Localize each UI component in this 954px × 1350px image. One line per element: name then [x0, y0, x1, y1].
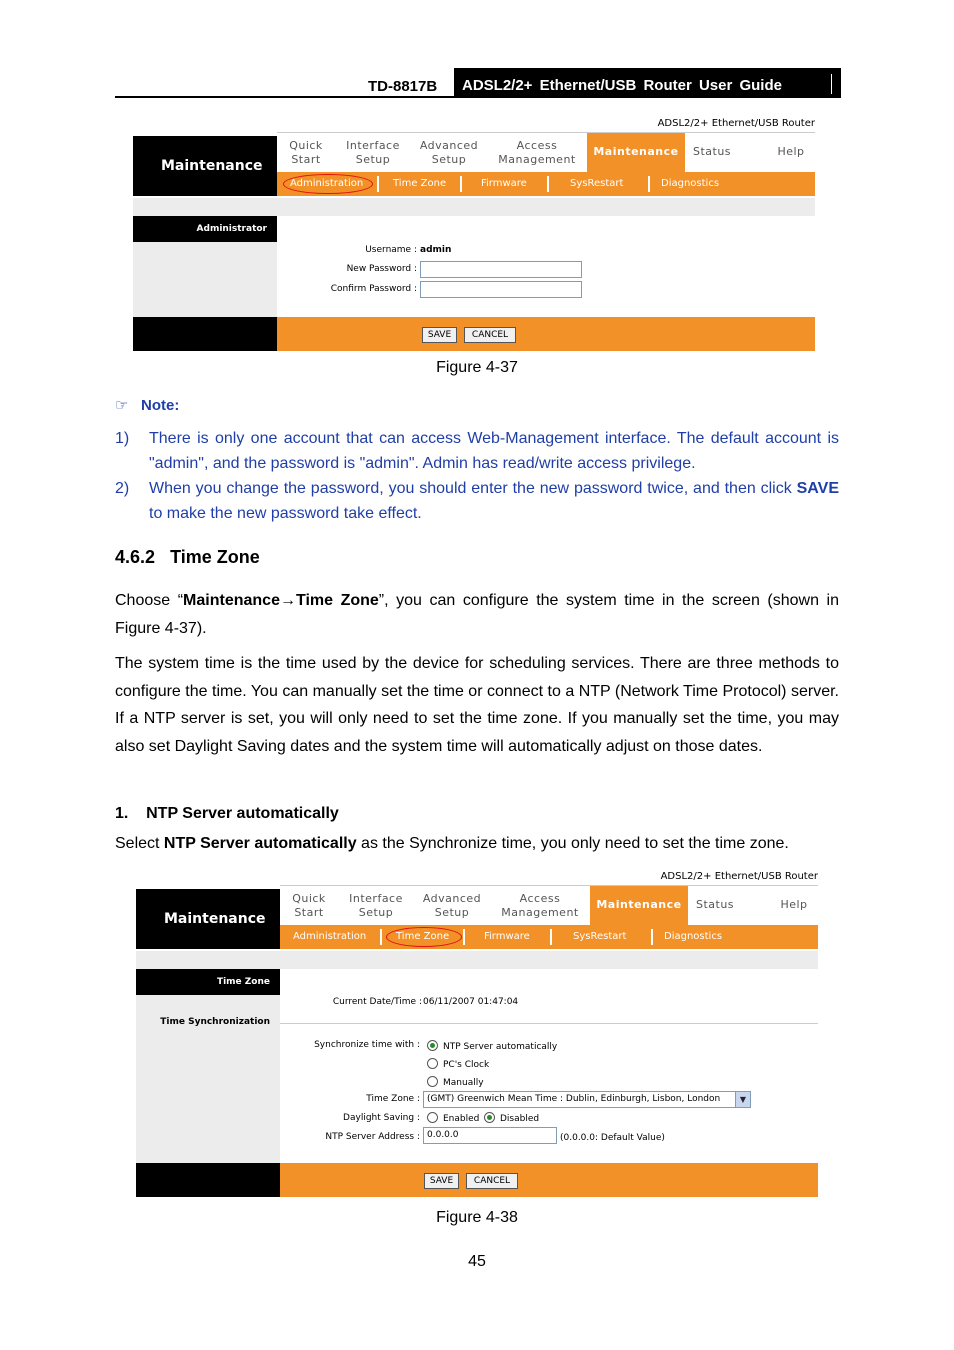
option-enabled: Enabled: [443, 1114, 480, 1124]
username-label: Username :: [365, 245, 417, 255]
router-sub-nav: [280, 925, 818, 949]
nav-interface-setup[interactable]: Interface Setup: [346, 139, 400, 166]
option-pc-clock: PC's Clock: [443, 1060, 490, 1070]
section-administrator: Administrator: [133, 216, 277, 242]
subnav-firmware[interactable]: Firmware: [481, 178, 527, 189]
subnav-diagnostics[interactable]: Diagnostics: [661, 178, 720, 189]
confirm-password-input[interactable]: [420, 281, 582, 298]
radio-pc-clock[interactable]: [427, 1058, 438, 1069]
note-item-1: 1) There is only one account that can access Web-Management interface. The default account is "admin", and the password is "admin". Admin has read/write access privilege.: [115, 430, 839, 472]
router-screenshot-time-zone: [136, 871, 818, 1197]
radio-daylight-disabled[interactable]: [484, 1112, 495, 1123]
save-button[interactable]: SAVE: [422, 327, 457, 343]
subnav-administration[interactable]: Administration: [290, 178, 364, 189]
radio-manually[interactable]: [427, 1076, 438, 1087]
subnav-sysrestart[interactable]: SysRestart: [573, 931, 627, 942]
confirm-password-label: Confirm Password :: [330, 284, 417, 294]
subnav-time-zone[interactable]: Time Zone: [393, 178, 447, 189]
subnav-sysrestart[interactable]: SysRestart: [570, 178, 624, 189]
figure-caption-4-38: Figure 4-38: [436, 1209, 518, 1226]
username-value: admin: [420, 245, 452, 255]
option-disabled: Disabled: [500, 1114, 540, 1124]
router-sub-nav: [277, 172, 815, 196]
current-datetime-label: Current Date/Time :: [332, 997, 422, 1007]
cancel-button[interactable]: CANCEL: [464, 327, 516, 343]
nav-interface-setup[interactable]: Interface Setup: [349, 892, 403, 919]
router-left-column: [136, 969, 280, 1163]
nav-help[interactable]: Help: [780, 898, 808, 911]
router-product-name: ADSL2/2+ Ethernet/USB Router: [660, 871, 818, 882]
nav-maintenance[interactable]: Maintenance: [590, 886, 688, 925]
subheading-ntp: 1. NTP Server automatically: [115, 805, 339, 822]
chevron-down-icon: ▼: [735, 1092, 750, 1107]
radio-ntp-server[interactable]: [427, 1040, 438, 1051]
router-spacer-bar: [136, 951, 818, 969]
save-button[interactable]: SAVE: [424, 1173, 459, 1189]
router-footer: [136, 1163, 818, 1197]
note-heading: ☞ Note:: [115, 397, 180, 414]
option-manually: Manually: [443, 1078, 484, 1088]
router-product-name: ADSL2/2+ Ethernet/USB Router: [657, 118, 815, 129]
nav-quick-start[interactable]: Quick Start: [289, 139, 323, 166]
ntp-address-label: NTP Server Address :: [325, 1132, 420, 1142]
ntp-address-input[interactable]: 0.0.0.0: [423, 1127, 557, 1144]
current-datetime-value: 06/11/2007 01:47:04: [423, 997, 519, 1007]
router-page-title: Maintenance: [133, 136, 277, 196]
nav-quick-start[interactable]: Quick Start: [292, 892, 326, 919]
router-page-title: Maintenance: [136, 889, 280, 949]
daylight-saving-label: Daylight Saving :: [343, 1113, 420, 1123]
paragraph-system-time: The system time is the time used by the device for scheduling services. There are three methods to configure the time. You can manually set the time or connect to a NTP (Network Time Protocol) server. If a NTP server is set, you will only need to set the time zone. If you manually set the time, you may also set Daylight Saving dates and the system time will automatically adjust on those dates.: [115, 655, 839, 755]
subnav-time-zone[interactable]: Time Zone: [396, 931, 450, 942]
router-spacer-bar: [133, 198, 815, 216]
new-password-label: New Password :: [346, 264, 417, 274]
paragraph-select-ntp: Select NTP Server automatically as the Synchronize time, you only need to set the time zone.: [115, 835, 789, 852]
time-zone-label: Time Zone :: [366, 1094, 420, 1104]
option-ntp-server: NTP Server automatically: [443, 1042, 558, 1052]
nav-access-management[interactable]: Access Management: [501, 892, 579, 919]
section-title: 4.6.2 Time Zone: [115, 547, 260, 567]
paragraph-choose: Choose “Maintenance→Time Zone”, you can configure the system time in the screen (shown in Figure 4-37).: [115, 592, 840, 637]
router-top-nav: [277, 132, 815, 171]
subnav-administration[interactable]: Administration: [293, 931, 367, 942]
header-guide-title: ADSL2/2+ Ethernet/USB Router User Guide: [454, 68, 841, 96]
nav-access-management[interactable]: Access Management: [498, 139, 576, 166]
subnav-firmware[interactable]: Firmware: [484, 931, 530, 942]
nav-help[interactable]: Help: [777, 145, 805, 158]
subnav-diagnostics[interactable]: Diagnostics: [664, 931, 723, 942]
section-time-zone: Time Zone: [136, 969, 280, 995]
new-password-input[interactable]: [420, 261, 582, 278]
page-number: 45: [468, 1253, 486, 1270]
divider: [280, 1023, 818, 1024]
nav-advanced-setup[interactable]: Advanced Setup: [422, 892, 482, 919]
nav-maintenance[interactable]: Maintenance: [587, 133, 685, 172]
figure-caption-4-37: Figure 4-37: [436, 359, 518, 376]
page-header: [115, 68, 841, 98]
header-model: TD-8817B: [368, 78, 438, 95]
router-footer: [133, 317, 815, 351]
time-zone-select[interactable]: (GMT) Greenwich Mean Time : Dublin, Edinburgh, Lisbon, London ▼: [423, 1091, 751, 1108]
nav-status[interactable]: Status: [692, 145, 732, 158]
sync-time-label: Synchronize time with :: [314, 1040, 420, 1050]
nav-advanced-setup[interactable]: Advanced Setup: [419, 139, 479, 166]
ntp-address-hint: (0.0.0.0: Default Value): [560, 1133, 665, 1143]
time-sync-heading: Time Synchronization: [160, 1017, 270, 1027]
nav-status[interactable]: Status: [695, 898, 735, 911]
pointing-hand-icon: ☞: [115, 397, 129, 414]
cancel-button[interactable]: CANCEL: [466, 1173, 518, 1189]
router-screenshot-administration: [133, 118, 815, 351]
radio-daylight-enabled[interactable]: [427, 1112, 438, 1123]
router-top-nav: [280, 885, 818, 924]
note-item-2: 2) When you change the password, you should enter the new password twice, and then click SAVE to make the new password take effect.: [115, 480, 839, 522]
